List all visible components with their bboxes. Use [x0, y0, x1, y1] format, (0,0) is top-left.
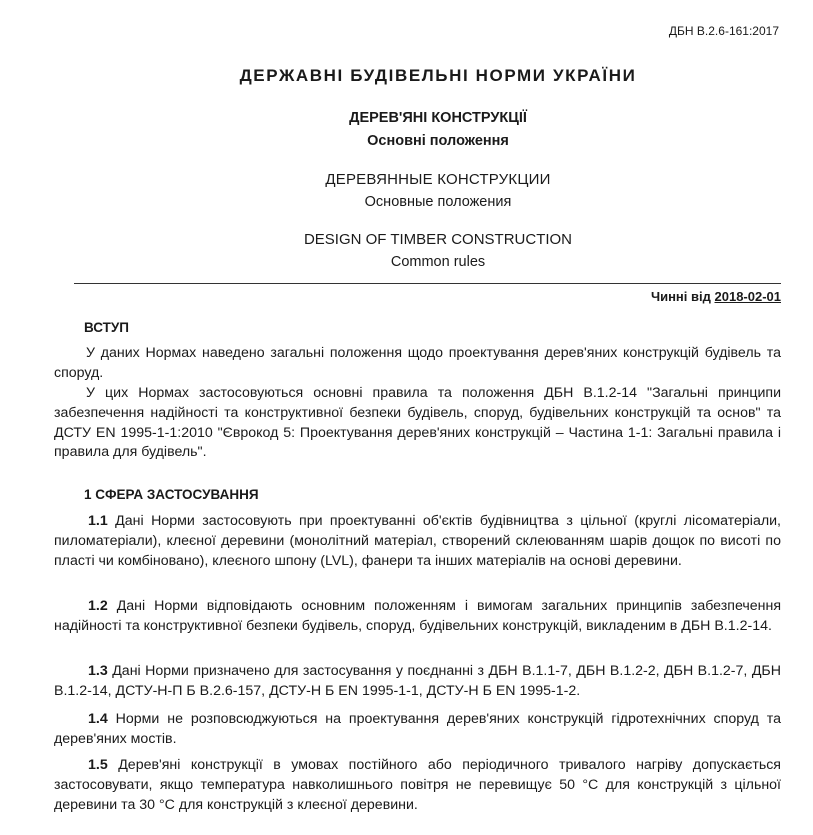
document-code: ДБН В.2.6-161:2017: [668, 24, 779, 38]
ua-subtitle: Основні положення: [367, 133, 509, 149]
clause-1-3: [54, 662, 781, 702]
ru-title: ДЕРЕВЯННЫЕ КОНСТРУКЦИИ: [325, 171, 551, 188]
intro-paragraph: У цих Нормах застосовуються основні правила та положення ДБН В.1.2-14 "Загальні принципи забезпечення надійності та конструктивної безпеки будівель, споруд, будівельних конструкцій та основ" та ДСТУ EN 1995-1-1:2010 "Єврокод 5: Проектування дерев'яних конструкцій – Частина 1-1: Загальні правила і правила для будівель".: [54, 385, 781, 461]
section-heading: 1 СФЕРА ЗАСТОСУВАННЯ: [84, 487, 259, 502]
clause-1-5: [54, 756, 781, 815]
clause-number: 1.5: [88, 757, 108, 773]
main-title: ДЕРЖАВНІ БУДІВЕЛЬНІ НОРМИ УКРАЇНИ: [239, 66, 637, 85]
clause-1-1: [54, 512, 781, 571]
clause-text: Дані Норми відповідають основним положенням і вимогам загальних принципів забезпечення надійності та конструктивної безпеки будівель, споруд, будівельних конструкцій, викладеним в ДБН В.1.2-14.: [54, 598, 781, 634]
clause-number: 1.1: [88, 513, 108, 529]
clause-1-4: [54, 710, 781, 750]
ru-subtitle: Основные положения: [364, 194, 512, 210]
intro-heading: ВСТУП: [84, 320, 129, 335]
clause-text: Дані Норми призначено для застосування у поєднанні з ДБН В.1.1-7, ДБН В.1.2-2, ДБН В.1.2-7, ДБН В.1.2-14, ДСТУ-Н-П Б В.2.6-157, ДСТУ-Н Б EN 1995-1-1, ДСТУ-Н Б EN 1995-1-2.: [54, 663, 781, 699]
effective-date: 2018-02-01: [714, 289, 781, 304]
intro-paragraph: У даних Нормах наведено загальні положення щодо проектування дерев'яних конструкцій будівель та споруд.: [54, 345, 781, 381]
clause-number: 1.3: [88, 663, 108, 679]
clause-number: 1.2: [88, 598, 108, 614]
effective-label: Чинні від: [650, 289, 711, 304]
clause-1-2: [54, 597, 781, 637]
effective-date-line: [651, 289, 781, 304]
clause-number: 1.4: [88, 711, 108, 727]
ua-title: ДЕРЕВ'ЯНІ КОНСТРУКЦІЇ: [349, 110, 527, 126]
en-subtitle: Common rules: [390, 254, 486, 270]
clause-text: Норми не розповсюджуються на проектування дерев'яних конструкцій гідротехнічних споруд та дерев'яних мостів.: [54, 711, 781, 747]
header-divider: [74, 283, 781, 284]
clause-text: Дерев'яні конструкції в умовах постійного або періодичного тривалого нагріву допускається застосовувати, якщо температура навколишнього повітря не перевищує 50 °С для конструкцій з цільної деревини та 30 °С для конструкцій з клеєної деревини.: [54, 757, 781, 813]
clause-text: Дані Норми застосовують при проектуванні об'єктів будівництва з цільної (круглі лісоматеріали, пиломатеріали), клеєної деревини (монолітний матеріал, створений склеюванням шарів дощок по висоті по пласті чи комбіновано), клеєного шпону (LVL), фанери та інших матеріалів на основі деревини.: [54, 513, 781, 569]
en-title: DESIGN OF TIMBER CONSTRUCTION: [303, 231, 573, 248]
